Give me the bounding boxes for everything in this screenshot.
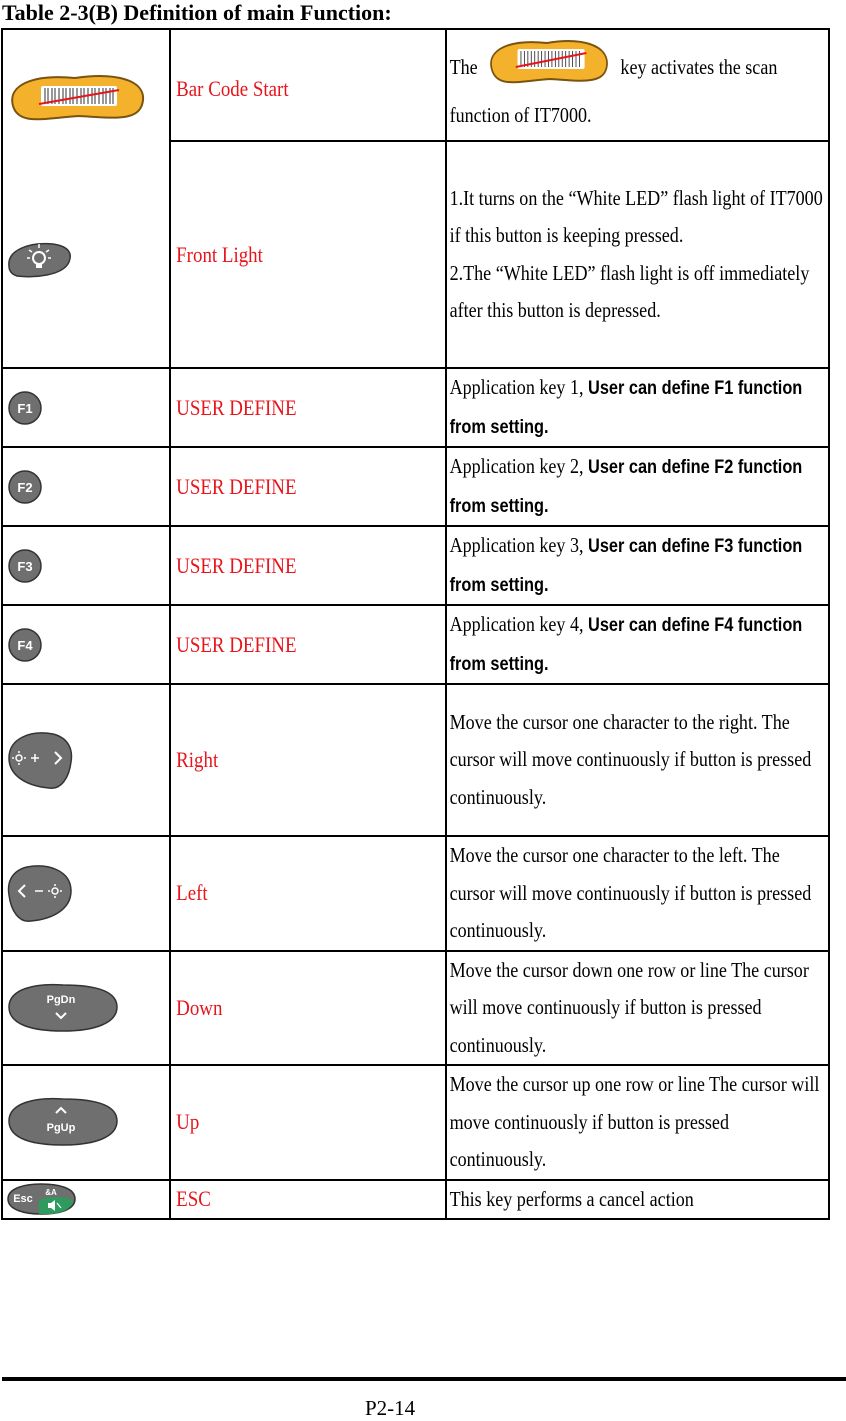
f4-key-icon [5,627,45,663]
function-description [447,448,828,525]
function-name-cell [170,836,446,951]
key-icon-cell [2,684,170,836]
description-cell [446,29,829,141]
barcode-scan-key-icon [485,35,614,91]
key-label: PgDn [46,993,76,1006]
table-row [2,526,829,605]
key-icon-cell [2,836,170,951]
footer-rule [2,1377,846,1381]
key-icon-cell [2,605,170,684]
table-row [2,605,829,684]
table-row [2,1180,829,1220]
function-name-cell [170,368,446,447]
description-line-1: 1.It turns on the “White LED” flash light of IT7000 if this button is keeping pressed. [449,185,823,247]
function-description: Move the cursor one character to the right. The cursor will move continuously if button is pressed continuously. [449,709,812,809]
description-text-after: key activates the scan function of IT7000. [449,55,778,128]
description-cell [446,1180,829,1220]
f2-key-icon [5,469,45,505]
function-name-cell [170,1180,446,1220]
description-line-2: 2.The “White LED” flash light is off immediately after this button is depressed. [449,260,810,322]
function-description: Move the cursor down one row or line The cursor will move continuously if button is pressed continuously. [449,957,809,1057]
description-plain: Application key 1, [449,375,584,399]
table-row [2,447,829,526]
description-cell [446,447,829,526]
description-cell [446,605,829,684]
function-name-cell [170,526,446,605]
description-cell [446,141,829,368]
barcode-scan-key-icon [5,66,155,130]
function-name-cell [170,951,446,1066]
pgdn-key-icon [5,981,121,1035]
f3-key-icon [5,548,45,584]
function-name: USER DEFINE [176,552,297,578]
key-icon-cell [2,368,170,447]
function-name: Left [176,880,208,906]
description-cell [446,951,829,1066]
table-row [2,368,829,447]
function-name-cell [170,29,446,141]
key-icon-cell [2,1065,170,1180]
function-name: ESC [176,1186,211,1212]
function-description [447,606,828,683]
description-bold: User can define F1 function from setting. [449,378,803,438]
function-name: Down [176,994,223,1020]
key-icon-cell [2,1180,170,1220]
right-arrow-key-icon [5,728,75,792]
description-plain: Application key 2, [449,454,584,478]
page-number: P2-14 [365,1396,416,1420]
description-cell [446,526,829,605]
function-name: Front Light [176,241,263,267]
function-description [447,527,828,604]
left-arrow-key-icon [5,861,75,925]
table-row [2,1065,829,1180]
description-plain: Application key 4, [449,612,584,636]
function-name: Bar Code Start [176,76,289,101]
pgup-key-icon [5,1095,121,1149]
table-row [2,29,829,141]
function-description [447,180,828,330]
description-cell [446,1065,829,1180]
function-name: USER DEFINE [176,631,297,657]
key-label: F2 [17,479,33,495]
function-name: USER DEFINE [176,394,297,420]
description-text-before: The [449,55,478,80]
f1-key-icon [5,390,45,426]
function-description: Move the cursor up one row or line The cursor will move continuously if button is pressed continuously. [449,1072,820,1171]
function-name-cell [170,1065,446,1180]
table-row [2,836,829,951]
page-title: Table 2-3(B) Definition of main Function: [2,0,392,25]
key-label: F1 [17,400,33,416]
key-icon-cell [2,526,170,605]
table-row [2,684,829,836]
function-name-cell [170,605,446,684]
function-name-cell [170,684,446,836]
esc-key-icon [5,1182,77,1216]
function-name: Up [176,1109,200,1135]
function-description [447,35,828,135]
description-bold: User can define F4 function from setting. [449,615,803,675]
function-name-cell [170,141,446,368]
key-label: PgUp [46,1122,76,1135]
key-label: F4 [17,637,33,653]
function-description [447,369,828,446]
function-name: USER DEFINE [176,473,297,499]
function-table [1,28,830,1220]
table-row [2,951,829,1066]
key-sub-label: &A [45,1188,57,1198]
description-bold: User can define F3 function from setting. [449,536,803,596]
front-light-key-icon [3,236,83,280]
function-description: Move the cursor one character to the left. The cursor will move continuously if button is pressed continuously. [449,843,812,942]
description-cell [446,836,829,951]
function-name: Right [176,747,219,772]
key-label: F3 [17,558,33,574]
key-icon-cell [2,29,170,368]
key-icon-cell [2,951,170,1066]
description-cell [446,368,829,447]
key-icon-cell [2,447,170,526]
description-cell [446,684,829,836]
function-name-cell [170,447,446,526]
function-description: This key performs a cancel action [449,1186,694,1211]
key-label: Esc [13,1193,33,1206]
description-bold: User can define F2 function from setting. [449,457,803,517]
description-plain: Application key 3, [449,533,584,557]
